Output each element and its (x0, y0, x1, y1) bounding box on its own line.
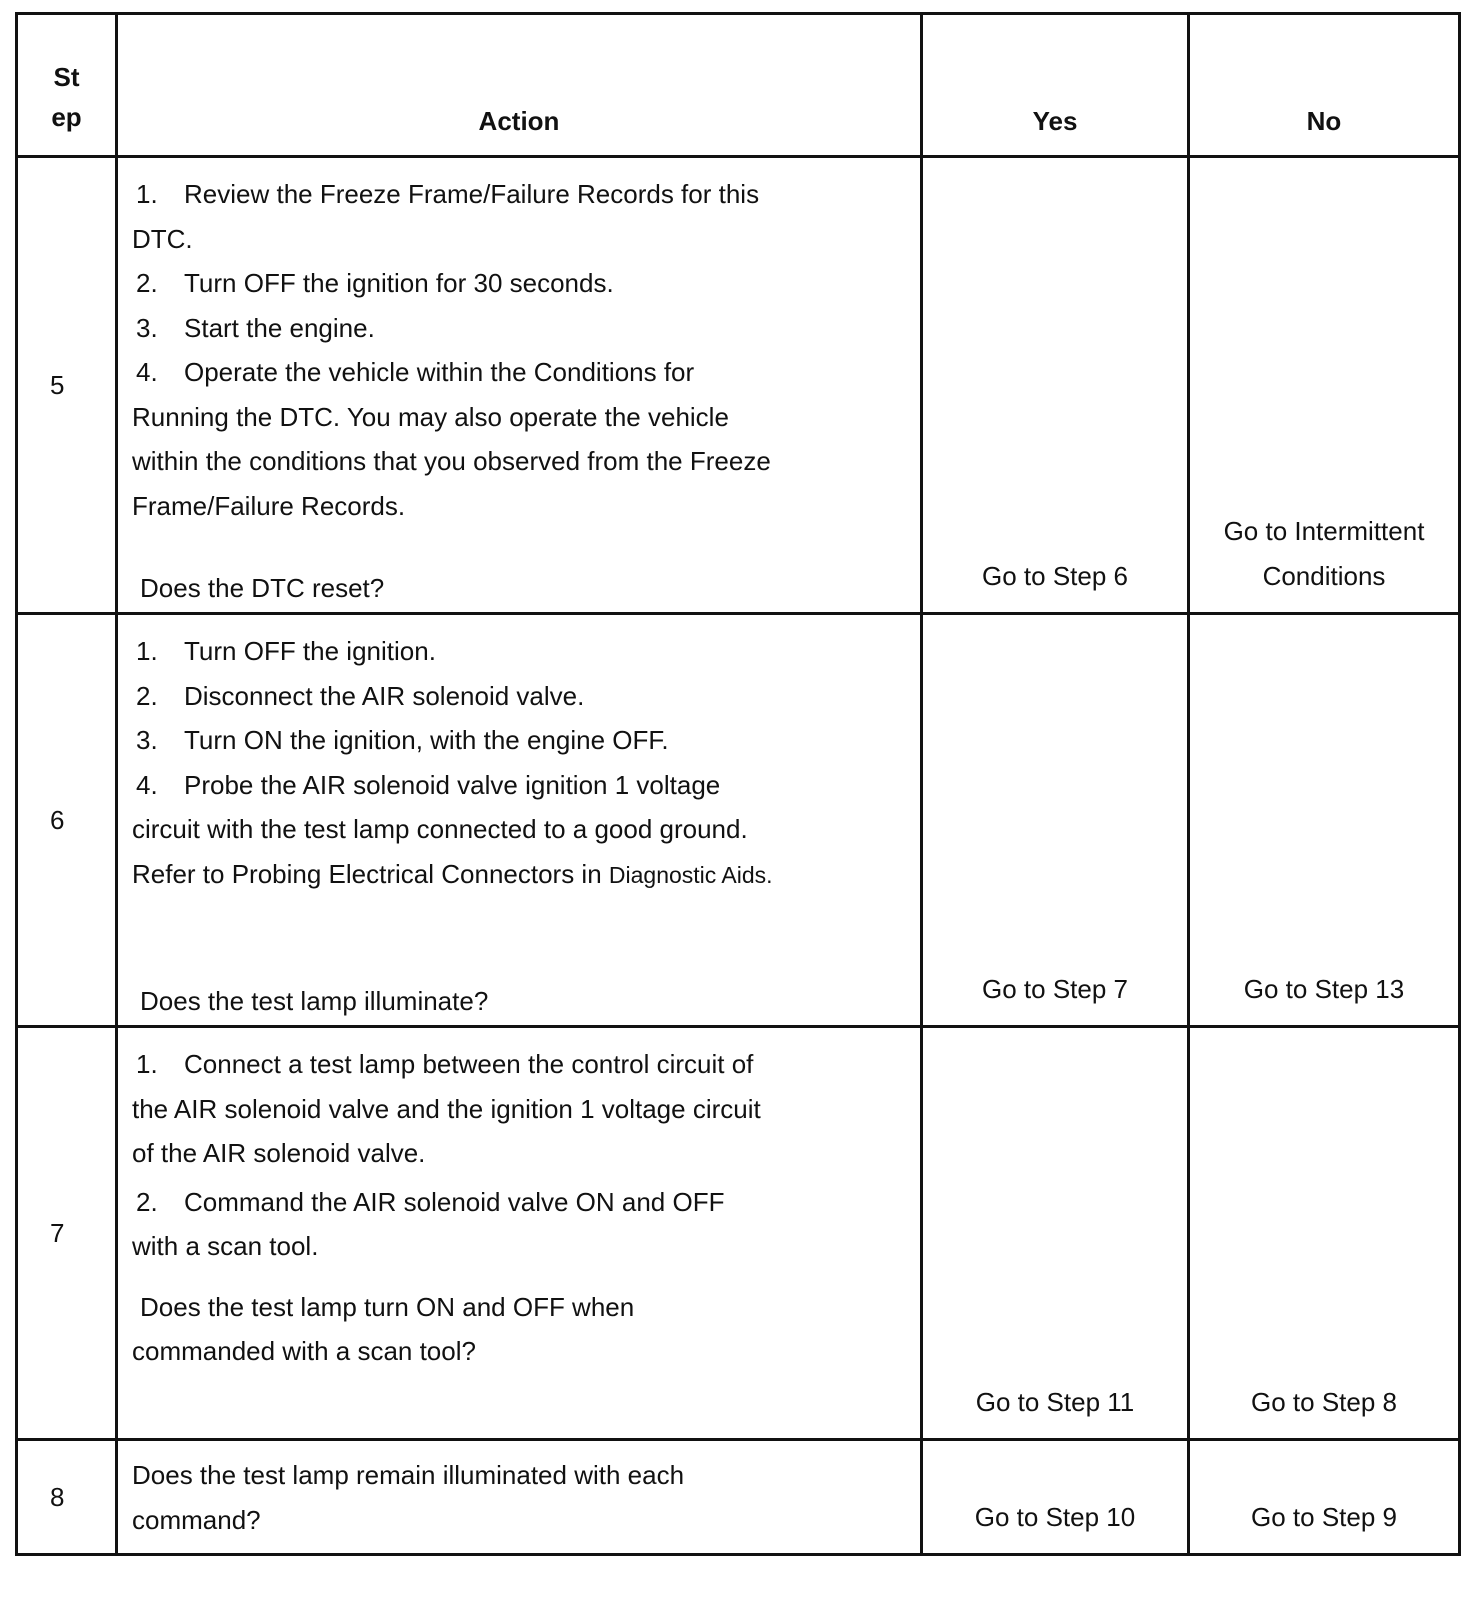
question: Does the DTC reset? (140, 573, 385, 603)
question-cont: commanded with a scan tool? (132, 1336, 476, 1366)
step-number: 8 (17, 1440, 117, 1555)
list-item: 2. Turn OFF the ignition for 30 seconds. (136, 268, 614, 298)
header-row (17, 14, 1460, 157)
list-item: 3. Turn ON the ignition, with the engine OFF. (136, 725, 669, 755)
list-item: 3. Start the engine. (136, 312, 375, 343)
header-step-line1: St (53, 62, 80, 92)
question: Does the test lamp turn ON and OFF when (140, 1291, 635, 1322)
action-cell (117, 1440, 922, 1555)
list-item-cont: with a scan tool. (132, 1231, 319, 1261)
question: Does the test lamp illuminate? (140, 986, 489, 1016)
list-item-cont: of the AIR solenoid valve. (132, 1138, 426, 1168)
step-number: 7 (17, 1027, 117, 1440)
list-item: 1. Connect a test lamp between the control circuit of (136, 1049, 754, 1079)
yes-answer: Go to Step 7 (922, 614, 1189, 1027)
table-row-step-8 (17, 1440, 1460, 1555)
diagnostic-table (15, 12, 1461, 1556)
list-item: 1. Review the Freeze Frame/Failure Records for this (136, 179, 760, 209)
no-answer: Go to Step 9 (1189, 1440, 1460, 1555)
question-cont: command? (132, 1504, 261, 1535)
question: Does the test lamp remain illuminated with each (132, 1460, 685, 1490)
list-item: 4. Operate the vehicle within the Conditions for (136, 357, 695, 387)
list-item: 1. Turn OFF the ignition. (136, 636, 436, 666)
list-item: 4. Probe the AIR solenoid valve ignition 1 voltage (136, 769, 721, 800)
table-row-step-6 (17, 614, 1460, 1027)
action-cell (117, 1027, 922, 1440)
list-item-cont: Running the DTC. You may also operate the vehicle (132, 401, 729, 432)
list-item-cont: Refer to Probing Electrical Connectors in Diagnostic Aids. (132, 858, 773, 889)
no-answer-line1: Go to Intermittent (1223, 516, 1425, 546)
action-cell (117, 614, 922, 1027)
header-step (17, 14, 117, 157)
header-yes: Yes (922, 14, 1189, 157)
step-number: 6 (17, 614, 117, 1027)
list-item-cont: DTC. (132, 223, 193, 254)
header-action: Action (117, 14, 922, 157)
list-item-cont: within the conditions that you observed from the Freeze (132, 446, 771, 476)
no-answer (1189, 157, 1460, 614)
step-number: 5 (17, 157, 117, 614)
no-answer-line2: Conditions (1262, 560, 1386, 591)
no-answer: Go to Step 8 (1189, 1027, 1460, 1440)
yes-answer: Go to Step 11 (922, 1027, 1189, 1440)
header-no: No (1189, 14, 1460, 157)
header-step-line2: ep (51, 102, 82, 132)
list-item-cont: circuit with the test lamp connected to a good ground. (132, 814, 748, 844)
table-row-step-5 (17, 157, 1460, 614)
table-row-step-7 (17, 1027, 1460, 1440)
list-item: 2. Command the AIR solenoid valve ON and OFF (136, 1186, 725, 1217)
action-cell (117, 157, 922, 614)
yes-answer: Go to Step 6 (922, 157, 1189, 614)
yes-answer: Go to Step 10 (922, 1440, 1189, 1555)
no-answer: Go to Step 13 (1189, 614, 1460, 1027)
diagnostic-aids-ref: Diagnostic Aids. (608, 861, 773, 888)
list-item: 2. Disconnect the AIR solenoid valve. (136, 680, 585, 711)
list-item-cont: the AIR solenoid valve and the ignition 1 voltage circuit (132, 1093, 761, 1124)
list-item-cont: Frame/Failure Records. (132, 490, 406, 521)
